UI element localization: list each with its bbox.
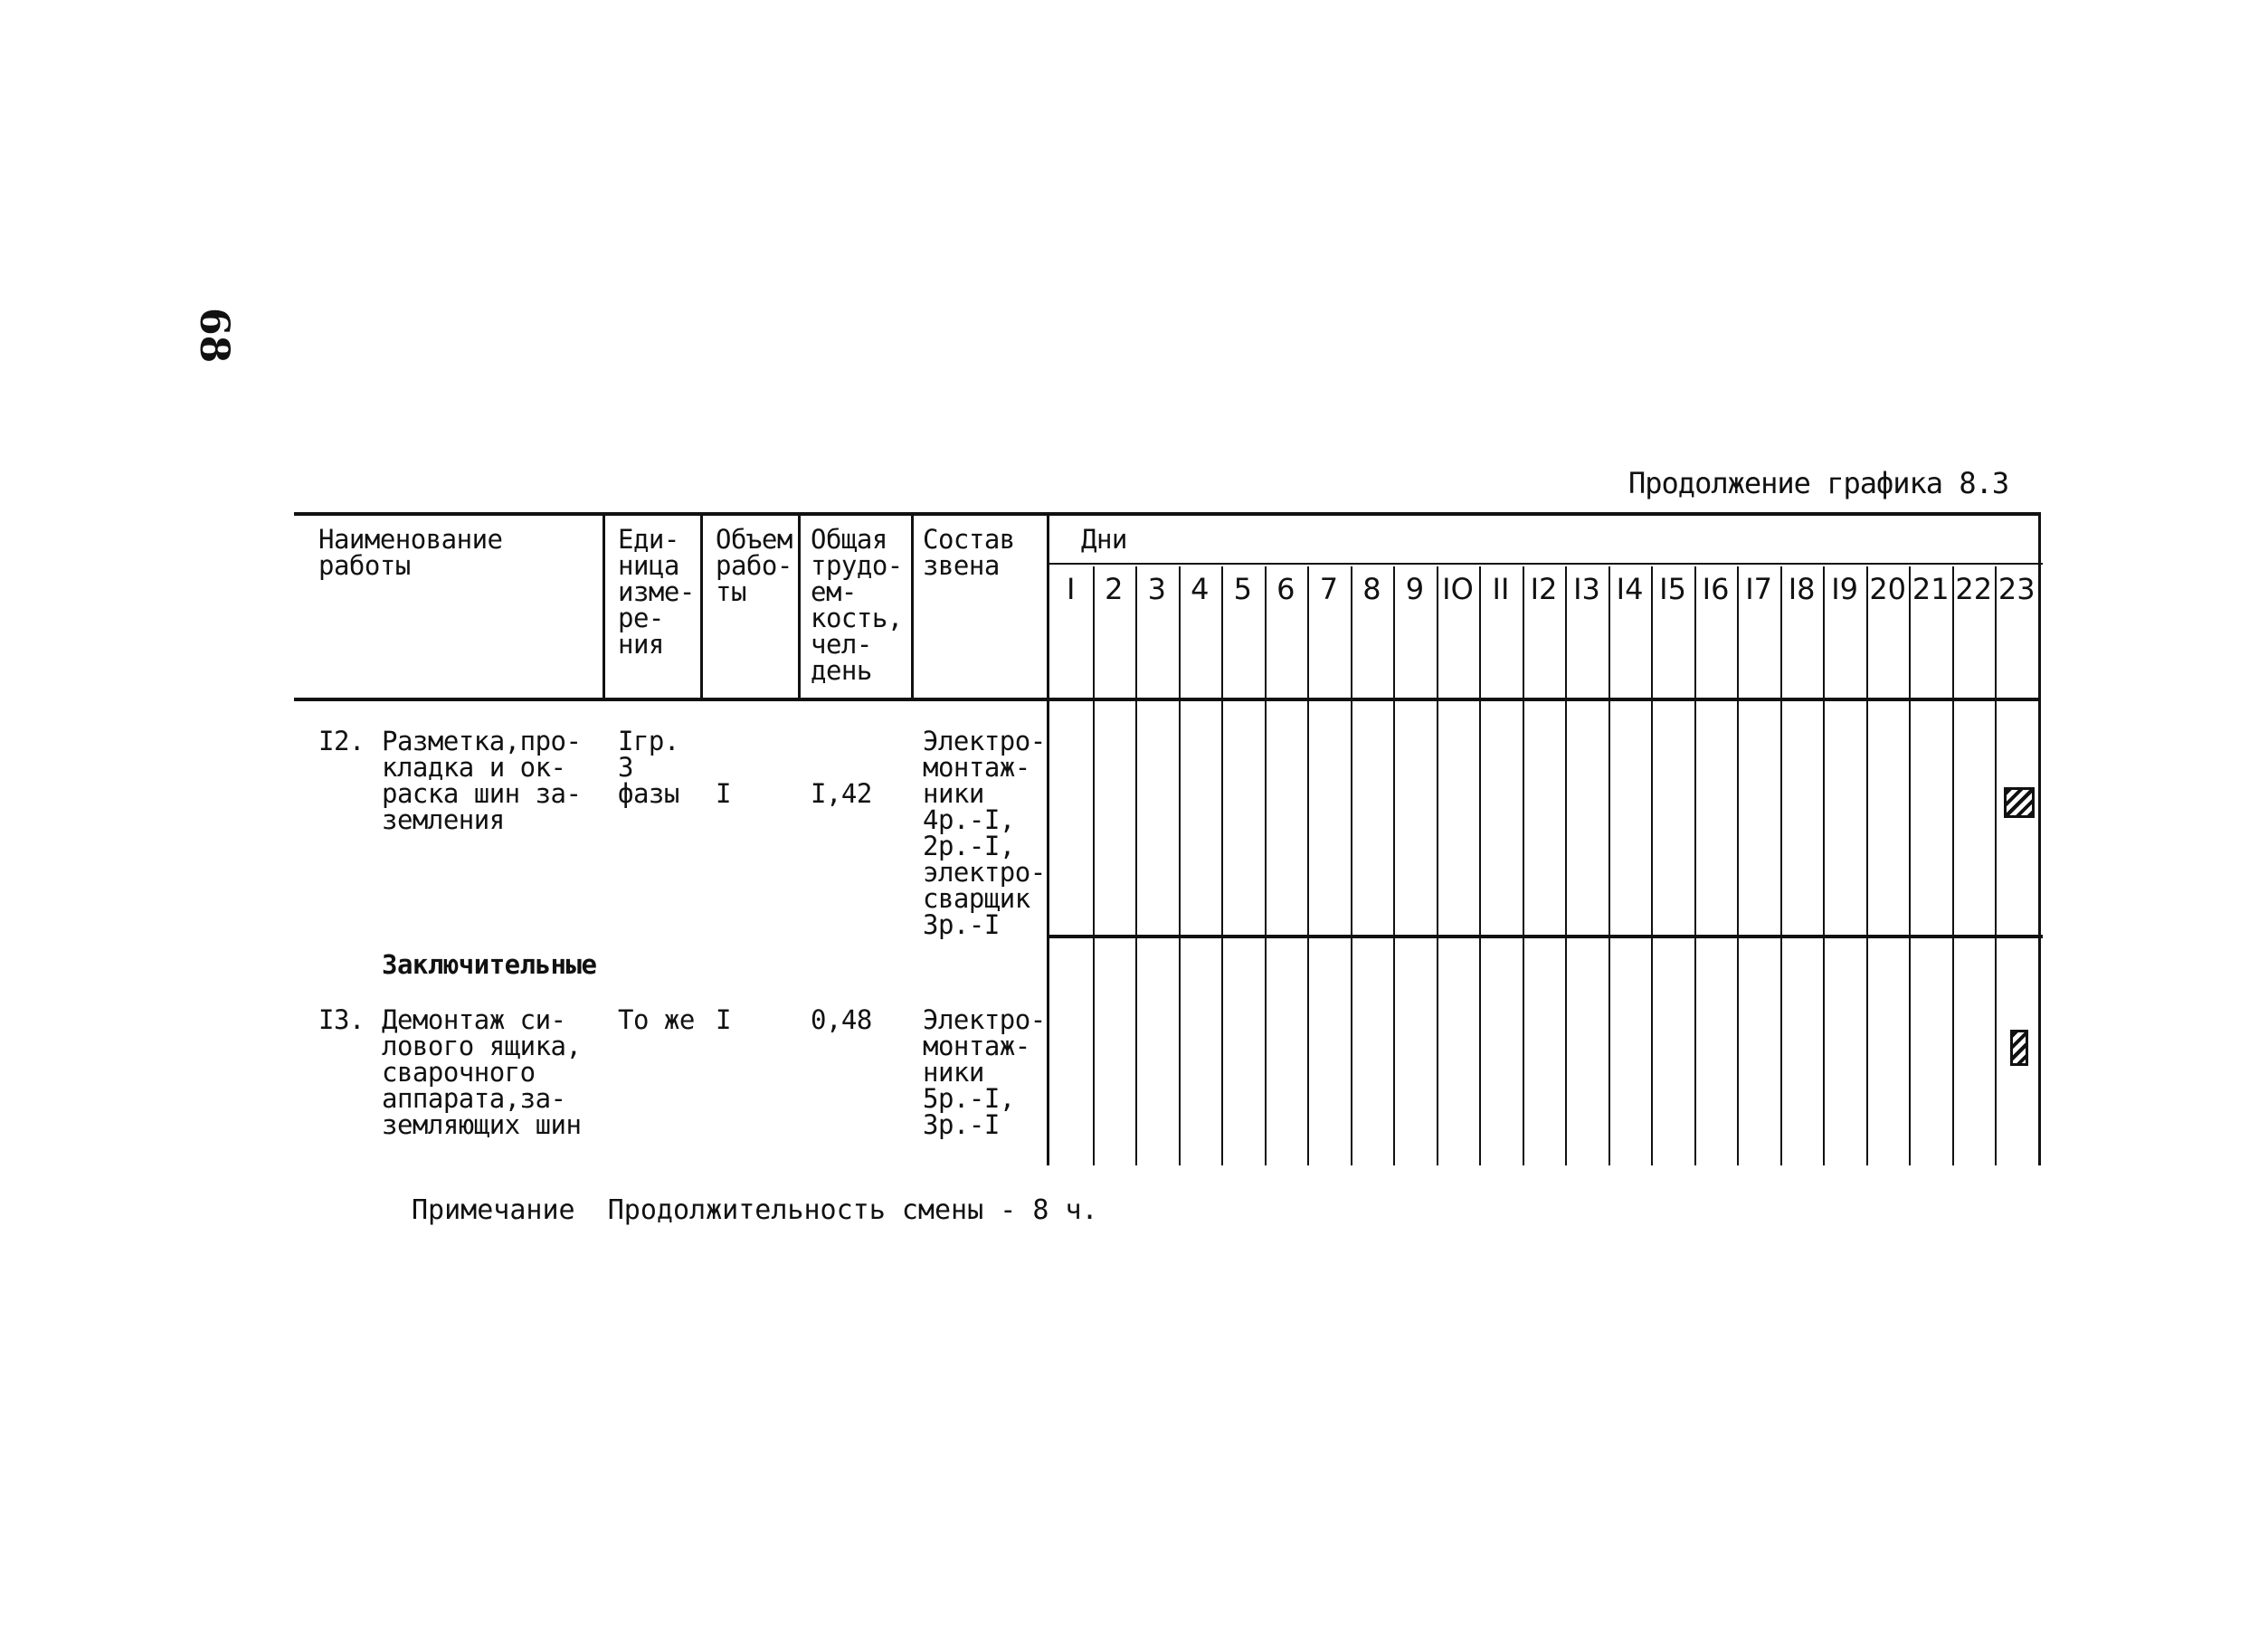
day-label: I5 — [1659, 572, 1686, 606]
row-13-labor: 0,48 — [811, 1004, 872, 1035]
row-12-number: I2. — [318, 726, 365, 756]
row-separator — [1049, 935, 2043, 938]
day-label: I — [1067, 572, 1076, 606]
day-label: I7 — [1745, 572, 1772, 606]
row-12-crew: Электро- монтаж- ники 4р.-I, 2р.-I, электро- сварщик 3р.-I — [923, 726, 1046, 940]
row-13-volume: I — [716, 1004, 731, 1035]
day-column-line — [1694, 566, 1696, 1165]
day-column-line — [1823, 566, 1825, 1165]
day-column-line — [1135, 566, 1137, 1165]
schedule-bar-row-12 — [2004, 787, 2036, 818]
day-label: I9 — [1831, 572, 1859, 606]
header-crew: Состав звена — [923, 524, 1015, 581]
day-label: 20 — [1869, 572, 1907, 606]
header-labor: Общая трудо- ем- кость, чел- день — [811, 524, 903, 686]
day-column-line — [1093, 566, 1095, 1165]
day-label: 7 — [1319, 572, 1339, 606]
row-12-unit: Iгр. 3 фазы — [618, 726, 679, 809]
footnote: Примечание Продолжительность смены - 8 ч. — [412, 1194, 1098, 1226]
header-days: Дни — [1081, 524, 1127, 555]
row-13-name: Демонтаж си- лового ящика, сварочного аппарата,за- земляющих шин — [382, 1004, 582, 1140]
day-column-line — [1995, 566, 1997, 1165]
day-column-line — [1437, 566, 1438, 1165]
col-border-days — [1047, 512, 1049, 1165]
day-column-line — [1608, 566, 1610, 1165]
day-column-line — [1307, 566, 1309, 1165]
col-border-crew — [911, 512, 914, 700]
day-label: II — [1492, 572, 1510, 606]
day-label: 5 — [1233, 572, 1253, 606]
row-12-labor: I,42 — [811, 778, 872, 809]
schedule-bar-row-13 — [2010, 1030, 2028, 1066]
day-label: I8 — [1788, 572, 1816, 606]
row-13-unit: То же — [618, 1004, 695, 1035]
day-column-line — [1866, 566, 1868, 1165]
day-column-line — [1265, 566, 1267, 1165]
row-12-volume: I — [716, 778, 731, 809]
day-label: 23 — [1998, 572, 2036, 606]
day-label: IO — [1442, 572, 1474, 606]
day-column-line — [1651, 566, 1653, 1165]
day-column-line — [1523, 566, 1524, 1165]
day-label: 9 — [1405, 572, 1425, 606]
table-caption: Продолжение графика 8.3 — [1628, 466, 2009, 500]
day-column-line — [1179, 566, 1181, 1165]
section-title: Заключительные — [382, 949, 597, 980]
col-border-labor — [798, 512, 801, 700]
day-column-line — [1737, 566, 1739, 1165]
row-13-crew: Электро- монтаж- ники 5р.-I, 3р.-I — [923, 1004, 1046, 1140]
table-right-border — [2038, 512, 2041, 1165]
page-number: 68 — [191, 308, 237, 364]
day-label: 2 — [1105, 572, 1124, 606]
day-column-line — [1952, 566, 1954, 1165]
day-label: I2 — [1530, 572, 1558, 606]
day-label: 6 — [1276, 572, 1295, 606]
day-label: 22 — [1955, 572, 1993, 606]
day-label: I4 — [1616, 572, 1644, 606]
day-column-line — [1565, 566, 1567, 1165]
days-header-line — [1049, 563, 2043, 565]
day-column-line — [1780, 566, 1782, 1165]
day-column-line — [1393, 566, 1395, 1165]
header-volume: Объем рабо- ты — [716, 524, 792, 607]
day-column-line — [1479, 566, 1481, 1165]
table-top-border — [294, 512, 2040, 516]
day-label: 21 — [1912, 572, 1950, 606]
day-label: 4 — [1191, 572, 1210, 606]
header-name: Наименование работы — [318, 524, 503, 581]
day-label: I6 — [1702, 572, 1730, 606]
day-column-line — [1909, 566, 1911, 1165]
day-label: 8 — [1362, 572, 1381, 606]
day-label: I3 — [1573, 572, 1600, 606]
col-border-volume — [700, 512, 703, 700]
header-unit: Еди- ница изме- ре- ния — [618, 524, 695, 660]
col-border-unit — [603, 512, 605, 700]
row-12-name: Разметка,про- кладка и ок- раска шин за- земления — [382, 726, 582, 835]
row-13-number: I3. — [318, 1004, 365, 1035]
header-bottom-border — [294, 698, 2040, 701]
day-column-line — [1221, 566, 1223, 1165]
day-column-line — [1351, 566, 1352, 1165]
day-label: 3 — [1147, 572, 1166, 606]
